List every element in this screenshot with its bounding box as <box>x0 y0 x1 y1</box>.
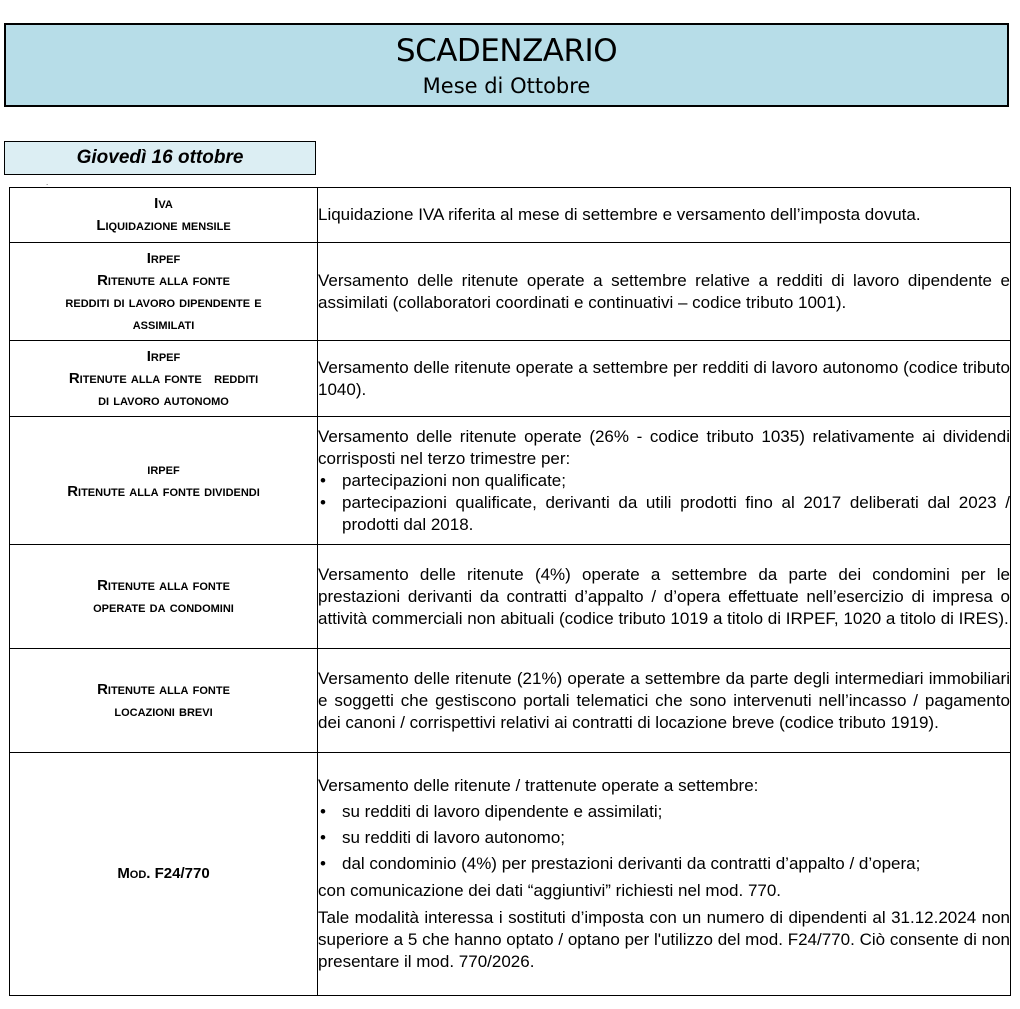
deadline-category <box>10 753 318 996</box>
deadline-category <box>10 649 318 753</box>
category-line: Ritenute alla fonte redditi <box>68 369 259 387</box>
category-line: operate da condomini <box>93 598 234 616</box>
description-text: Liquidazione IVA riferita al mese di settembre e versamento dell’imposta dovuta. <box>318 205 921 224</box>
category-line: Ritenute alla fonte <box>97 271 230 289</box>
table-row <box>10 188 1011 243</box>
deadline-category <box>10 243 318 341</box>
deadline-description <box>318 243 1011 341</box>
category-line: redditi di lavoro dipendente e <box>65 293 262 311</box>
table-row <box>10 753 1011 996</box>
deadline-category <box>10 545 318 649</box>
description-text: Versamento delle ritenute (21%) operate a settembre da parte degli intermediari immobiliari e soggetti che gestiscono portali telematici che sono intervenuti nell’incasso / pagamento dei canoni / corrispettivi relativi ai contratti di locazione breve (codice tributo 1919). <box>318 668 1010 732</box>
category-line: Ritenute alla fonte dividendi <box>67 482 260 500</box>
table-row <box>10 649 1011 753</box>
category-line: Iva <box>154 195 173 212</box>
description-text: Versamento delle ritenute operate a settembre relative a redditi di lavoro dipendente e assimilati (collaboratori coordinati e continuativi – codice tributo 1001). <box>318 270 1010 312</box>
table-row <box>10 545 1011 649</box>
category-line: Irpef <box>146 347 181 365</box>
bullet-list <box>318 470 1010 536</box>
table-row <box>10 243 1011 341</box>
list-item: • partecipazioni non qualificate; <box>318 470 1010 492</box>
category-line: Mod. F24/770 <box>117 865 210 882</box>
table-row <box>10 417 1011 545</box>
stray-dot: . <box>46 178 49 187</box>
list-item: • partecipazioni qualificate, derivanti da utili prodotti fino al 2017 deliberati dal 2023 / prodotti dal 2018. <box>318 492 1010 536</box>
description-text: Versamento delle ritenute (4%) operate a settembre da parte dei condomini per le prestazioni derivanti da contratti d’appalto / d’opera effettuate nell’esercizio di impresa o attività commerciali non abituali (codice tributo 1019 a titolo di IRPEF, 1020 a titolo di IRES). <box>318 564 1010 628</box>
category-line: Liquidazione mensile <box>96 217 231 234</box>
category-line: assimilati <box>132 315 195 333</box>
description-note: Tale modalità interessa i sostituti d’imposta con un numero di dipendenti al 31.12.2024 non superiore a 5 che hanno optato / optano per l'utilizzo del mod. F24/770. Ciò consente di non presentare il mod. 770/2026. <box>318 908 1010 971</box>
list-item: • dal condominio (4%) per prestazioni derivanti da contratti d’appalto / d’opera; <box>318 853 1010 875</box>
category-line: locazioni brevi <box>114 702 213 720</box>
deadline-category <box>10 341 318 417</box>
category-line: Ritenute alla fonte <box>97 576 230 594</box>
category-line: di lavoro autonomo <box>98 391 229 409</box>
table-row <box>10 341 1011 417</box>
deadline-description <box>318 649 1011 753</box>
deadline-category <box>10 188 318 243</box>
deadline-description <box>318 188 1011 243</box>
deadline-description <box>318 341 1011 417</box>
description-note: con comunicazione dei dati “aggiuntivi” richiesti nel mod. 770. <box>318 881 782 900</box>
schedule-table <box>9 187 1011 996</box>
header-banner <box>4 23 1009 107</box>
list-item: • su redditi di lavoro dipendente e assimilati; <box>318 801 1010 823</box>
date-heading: Giovedì 16 ottobre <box>4 141 316 175</box>
description-text: Versamento delle ritenute operate (26% - codice tributo 1035) relativamente ai dividendi corrisposti nel terzo trimestre per: <box>318 426 1010 468</box>
deadline-description <box>318 753 1011 996</box>
bullet-list <box>318 801 1010 875</box>
deadline-description <box>318 417 1011 545</box>
deadline-category <box>10 417 318 545</box>
category-line: Irpef <box>146 249 181 267</box>
category-line: Ritenute alla fonte <box>97 680 230 698</box>
description-text: Versamento delle ritenute / trattenute operate a settembre: <box>318 776 759 795</box>
list-item: • su redditi di lavoro autonomo; <box>318 827 1010 849</box>
deadline-description <box>318 545 1011 649</box>
category-line: irpef <box>147 460 180 478</box>
page-title: SCADENZARIO <box>395 33 618 69</box>
page-subtitle: Mese di Ottobre <box>422 74 591 98</box>
description-text: Versamento delle ritenute operate a settembre per redditi di lavoro autonomo (codice tributo 1040). <box>318 357 1010 399</box>
